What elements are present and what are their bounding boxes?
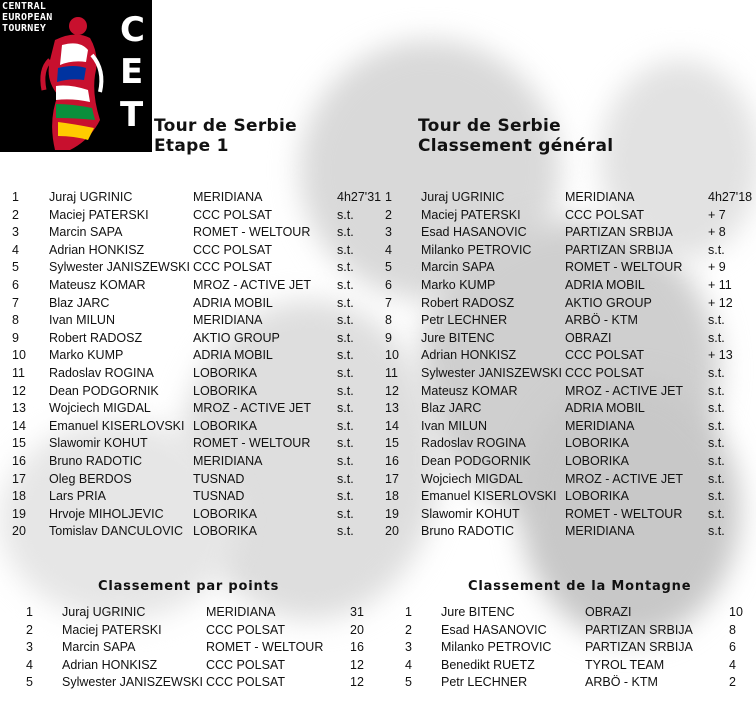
time-cell: s.t. — [337, 471, 354, 486]
rider-name-cell: Sylwester JANISZEWSKI — [62, 675, 203, 690]
team-cell: PARTIZAN SRBIJA — [565, 242, 673, 257]
rider-name-cell: Marcin SAPA — [421, 260, 495, 275]
rider-name-cell: Hrvoje MIHOLJEVIC — [49, 506, 164, 521]
rider-name-cell: Adrian HONKISZ — [421, 348, 517, 363]
table-row — [0, 365, 756, 382]
position-cell: 14 — [385, 418, 399, 433]
position-cell: 3 — [12, 225, 19, 240]
position-cell: 5 — [405, 675, 412, 690]
rider-name-cell: Wojciech MIGDAL — [49, 401, 151, 416]
time-cell: s.t. — [337, 366, 354, 380]
time-cell: s.t. — [708, 366, 725, 380]
time-cell: s.t. — [337, 524, 354, 539]
position-cell: 4 — [405, 657, 412, 672]
position-cell: 12 — [385, 383, 399, 398]
team-cell: AKTIO GROUP — [565, 295, 652, 310]
rider-name-cell: Marko KUMP — [49, 348, 124, 363]
position-cell: 1 — [385, 190, 392, 204]
table-row — [0, 506, 756, 523]
time-cell: s.t. — [337, 207, 354, 222]
time-cell: + 8 — [708, 225, 726, 240]
time-cell: s.t. — [337, 418, 354, 433]
team-cell: ROMET - WELTOUR — [565, 260, 683, 275]
time-cell: s.t. — [708, 418, 725, 433]
position-cell: 1 — [12, 190, 19, 204]
position-cell: 7 — [385, 295, 392, 310]
rider-name-cell: Adrian HONKISZ — [62, 657, 158, 672]
time-cell: s.t. — [708, 242, 725, 257]
team-cell: CCC POLSAT — [206, 622, 285, 637]
position-cell: 2 — [405, 622, 412, 637]
rider-name-cell: Dean PODGORNIK — [421, 454, 531, 468]
position-cell: 2 — [12, 207, 19, 222]
team-cell: ROMET - WELTOUR — [565, 506, 683, 521]
position-cell: 15 — [12, 436, 26, 451]
time-cell: s.t. — [337, 436, 354, 451]
team-cell: CCC POLSAT — [193, 260, 272, 275]
points-cell: 31 — [350, 605, 364, 619]
cyclist-flags-icon — [0, 0, 110, 152]
team-cell: ADRIA MOBIL — [193, 348, 273, 363]
rider-name-cell: Petr LECHNER — [441, 675, 528, 690]
rider-name-cell: Marcin SAPA — [62, 640, 136, 655]
table-row — [0, 277, 756, 294]
table-row — [0, 383, 756, 400]
team-cell: MERIDIANA — [206, 605, 276, 619]
table-row — [0, 435, 756, 452]
general-title: Tour de Serbie Classement général — [418, 116, 614, 156]
position-cell: 13 — [385, 401, 399, 416]
time-cell: + 13 — [708, 348, 733, 363]
position-cell: 1 — [26, 605, 33, 619]
time-cell: 4h27'18 — [708, 190, 753, 204]
team-cell: ROMET - WELTOUR — [193, 436, 311, 451]
team-cell: OBRAZI — [585, 605, 632, 619]
team-cell: MROZ - ACTIVE JET — [565, 471, 684, 486]
cet-logo — [0, 0, 152, 152]
team-cell: LOBORIKA — [565, 489, 629, 504]
points-cell: 8 — [729, 622, 736, 637]
rider-name-cell: Maciej PATERSKI — [421, 207, 521, 222]
rider-name-cell: Ivan MILUN — [49, 313, 115, 328]
position-cell: 19 — [385, 506, 399, 521]
rider-name-cell: Marcin SAPA — [49, 225, 123, 240]
table-row — [0, 674, 756, 691]
rider-name-cell: Adrian HONKISZ — [49, 242, 145, 257]
time-cell: + 11 — [708, 278, 732, 292]
rider-name-cell: Radoslav ROGINA — [421, 436, 526, 451]
position-cell: 6 — [12, 278, 19, 292]
points-cell: 16 — [350, 640, 364, 655]
rider-name-cell: Mateusz KOMAR — [49, 278, 146, 292]
points-title: Classement par points — [98, 579, 280, 594]
rider-name-cell: Bruno RADOTIC — [421, 524, 515, 539]
time-cell: s.t. — [708, 471, 725, 486]
team-cell: ROMET - WELTOUR — [193, 225, 311, 240]
points-cell: 4 — [729, 657, 736, 672]
team-cell: CCC POLSAT — [206, 675, 285, 690]
time-cell: s.t. — [708, 436, 725, 451]
rider-name-cell: Maciej PATERSKI — [49, 207, 149, 222]
time-cell: s.t. — [337, 330, 354, 345]
table-row — [0, 330, 756, 347]
team-cell: PARTIZAN SRBIJA — [585, 640, 693, 655]
rider-name-cell: Petr LECHNER — [421, 313, 508, 328]
time-cell: s.t. — [337, 401, 354, 416]
time-cell: s.t. — [337, 383, 354, 398]
position-cell: 18 — [12, 489, 26, 504]
rider-name-cell: Oleg BERDOS — [49, 471, 132, 486]
time-cell: s.t. — [708, 489, 725, 504]
rider-name-cell: Juraj UGRINIC — [62, 605, 146, 619]
rider-name-cell: Blaz JARC — [421, 401, 482, 416]
position-cell: 10 — [12, 348, 26, 363]
rider-name-cell: Milanko PETROVIC — [441, 640, 552, 655]
time-cell: s.t. — [708, 454, 725, 468]
table-row — [0, 242, 756, 259]
table-row — [0, 604, 756, 621]
position-cell: 20 — [385, 524, 399, 539]
time-cell: s.t. — [708, 401, 725, 416]
rider-name-cell: Marko KUMP — [421, 278, 496, 292]
team-cell: LOBORIKA — [193, 524, 257, 539]
position-cell: 19 — [12, 506, 26, 521]
team-cell: LOBORIKA — [193, 418, 257, 433]
rider-name-cell: Dean PODGORNIK — [49, 383, 159, 398]
time-cell: s.t. — [337, 506, 354, 521]
logo-letter-t: T — [120, 95, 144, 135]
mountain-title: Classement de la Montagne — [468, 579, 692, 594]
table-row — [0, 207, 756, 224]
team-cell: PARTIZAN SRBIJA — [565, 225, 673, 240]
team-cell: MERIDIANA — [193, 190, 263, 204]
team-cell: MERIDIANA — [565, 524, 635, 539]
position-cell: 16 — [385, 454, 399, 468]
team-cell: ADRIA MOBIL — [565, 401, 645, 416]
team-cell: PARTIZAN SRBIJA — [585, 622, 693, 637]
rider-name-cell: Jure BITENC — [441, 605, 515, 619]
logo-wordmark: CENTRAL EUROPEAN TOURNEY — [2, 1, 53, 34]
position-cell: 6 — [385, 278, 392, 292]
table-row — [0, 523, 756, 540]
rider-name-cell: Juraj UGRINIC — [49, 190, 133, 204]
rider-name-cell: Jure BITENC — [421, 330, 495, 345]
stage-title: Tour de Serbie Etape 1 — [154, 116, 297, 156]
points-cell: 2 — [729, 675, 736, 690]
team-cell: CCC POLSAT — [193, 242, 272, 257]
position-cell: 12 — [12, 383, 26, 398]
time-cell: 4h27'31 — [337, 190, 382, 204]
position-cell: 20 — [12, 524, 26, 539]
table-row — [0, 657, 756, 674]
points-cell: 20 — [350, 622, 364, 637]
team-cell: LOBORIKA — [565, 454, 629, 468]
position-cell: 18 — [385, 489, 399, 504]
team-cell: AKTIO GROUP — [193, 330, 280, 345]
time-cell: s.t. — [708, 524, 725, 539]
team-cell: MERIDIANA — [193, 454, 263, 468]
team-cell: MERIDIANA — [193, 313, 263, 328]
time-cell: s.t. — [337, 242, 354, 257]
table-row — [0, 347, 756, 364]
rider-name-cell: Robert RADOSZ — [49, 330, 143, 345]
points-cell: 12 — [350, 657, 364, 672]
logo-letter-c: C — [120, 10, 145, 50]
rider-name-cell: Benedikt RUETZ — [441, 657, 535, 672]
position-cell: 4 — [26, 657, 33, 672]
team-cell: LOBORIKA — [193, 506, 257, 521]
position-cell: 1 — [405, 605, 412, 619]
time-cell: + 9 — [708, 260, 726, 275]
rider-name-cell: Radoslav ROGINA — [49, 366, 154, 380]
rider-name-cell: Maciej PATERSKI — [62, 622, 162, 637]
position-cell: 7 — [12, 295, 19, 310]
time-cell: s.t. — [337, 295, 354, 310]
rider-name-cell: Esad HASANOVIC — [441, 622, 547, 637]
time-cell: s.t. — [708, 330, 725, 345]
rider-name-cell: Esad HASANOVIC — [421, 225, 527, 240]
rider-name-cell: Slawomir KOHUT — [49, 436, 148, 451]
logo-letter-e: E — [120, 52, 144, 92]
table-row — [0, 295, 756, 312]
rider-name-cell: Sylwester JANISZEWSKI — [421, 366, 562, 380]
team-cell: CCC POLSAT — [565, 207, 644, 222]
position-cell: 4 — [12, 242, 19, 257]
team-cell: LOBORIKA — [193, 383, 257, 398]
team-cell: CCC POLSAT — [565, 348, 644, 363]
team-cell: OBRAZI — [565, 330, 612, 345]
rider-name-cell: Robert RADOSZ — [421, 295, 515, 310]
table-row — [0, 224, 756, 241]
position-cell: 5 — [12, 260, 19, 275]
position-cell: 17 — [12, 471, 26, 486]
table-row — [0, 312, 756, 329]
position-cell: 17 — [385, 471, 399, 486]
team-cell: CCC POLSAT — [206, 657, 285, 672]
time-cell: s.t. — [337, 348, 354, 363]
position-cell: 10 — [385, 348, 399, 363]
rider-name-cell: Bruno RADOTIC — [49, 454, 143, 468]
position-cell: 4 — [385, 242, 392, 257]
time-cell: + 7 — [708, 207, 726, 222]
position-cell: 9 — [12, 330, 19, 345]
time-cell: s.t. — [708, 506, 725, 521]
team-cell: CCC POLSAT — [565, 366, 644, 380]
points-cell: 12 — [350, 675, 364, 690]
time-cell: s.t. — [337, 489, 354, 504]
position-cell: 2 — [26, 622, 33, 637]
position-cell: 11 — [12, 366, 25, 380]
table-row — [0, 418, 756, 435]
rider-name-cell: Emanuel KISERLOVSKI — [49, 418, 185, 433]
position-cell: 5 — [26, 675, 33, 690]
team-cell: CCC POLSAT — [193, 207, 272, 222]
team-cell: LOBORIKA — [565, 436, 629, 451]
rider-name-cell: Ivan MILUN — [421, 418, 487, 433]
team-cell: ADRIA MOBIL — [193, 295, 273, 310]
table-row — [0, 488, 756, 505]
team-cell: TUSNAD — [193, 471, 245, 486]
team-cell: MROZ - ACTIVE JET — [193, 401, 312, 416]
rider-name-cell: Sylwester JANISZEWSKI — [49, 260, 190, 275]
rider-name-cell: Tomislav DANCULOVIC — [49, 524, 184, 539]
team-cell: MERIDIANA — [565, 190, 635, 204]
position-cell: 3 — [405, 640, 412, 655]
position-cell: 8 — [385, 313, 392, 328]
team-cell: ROMET - WELTOUR — [206, 640, 324, 655]
position-cell: 15 — [385, 436, 399, 451]
rider-name-cell: Lars PRIA — [49, 489, 106, 504]
time-cell: s.t. — [708, 383, 725, 398]
points-cell: 6 — [729, 640, 736, 655]
position-cell: 5 — [385, 260, 392, 275]
table-row — [0, 622, 756, 639]
rider-name-cell: Emanuel KISERLOVSKI — [421, 489, 557, 504]
team-cell: ARBÖ - KTM — [565, 313, 638, 328]
position-cell: 13 — [12, 401, 26, 416]
time-cell: s.t. — [337, 225, 354, 240]
table-row — [0, 471, 756, 488]
time-cell: + 12 — [708, 295, 733, 310]
rider-name-cell: Wojciech MIGDAL — [421, 471, 523, 486]
team-cell: ARBÖ - KTM — [585, 675, 658, 690]
rider-name-cell: Milanko PETROVIC — [421, 242, 532, 257]
rider-name-cell: Blaz JARC — [49, 295, 110, 310]
team-cell: TUSNAD — [193, 489, 245, 504]
time-cell: s.t. — [337, 313, 354, 328]
position-cell: 16 — [12, 454, 26, 468]
team-cell: MROZ - ACTIVE JET — [565, 383, 684, 398]
time-cell: s.t. — [337, 260, 354, 275]
rider-name-cell: Slawomir KOHUT — [421, 506, 520, 521]
time-cell: s.t. — [337, 278, 354, 292]
points-cell: 10 — [729, 605, 743, 619]
team-cell: MERIDIANA — [565, 418, 635, 433]
position-cell: 8 — [12, 313, 19, 328]
table-row — [0, 453, 756, 470]
position-cell: 3 — [385, 225, 392, 240]
table-row — [0, 259, 756, 276]
position-cell: 2 — [385, 207, 392, 222]
team-cell: ADRIA MOBIL — [565, 278, 645, 292]
time-cell: s.t. — [708, 313, 725, 328]
position-cell: 3 — [26, 640, 33, 655]
team-cell: LOBORIKA — [193, 366, 257, 380]
position-cell: 14 — [12, 418, 26, 433]
position-cell: 11 — [385, 366, 398, 380]
rider-name-cell: Juraj UGRINIC — [421, 190, 505, 204]
table-row — [0, 639, 756, 656]
table-row — [0, 189, 756, 206]
time-cell: s.t. — [337, 454, 354, 468]
team-cell: MROZ - ACTIVE JET — [193, 278, 312, 292]
table-row — [0, 400, 756, 417]
position-cell: 9 — [385, 330, 392, 345]
team-cell: TYROL TEAM — [585, 657, 665, 672]
rider-name-cell: Mateusz KOMAR — [421, 383, 518, 398]
